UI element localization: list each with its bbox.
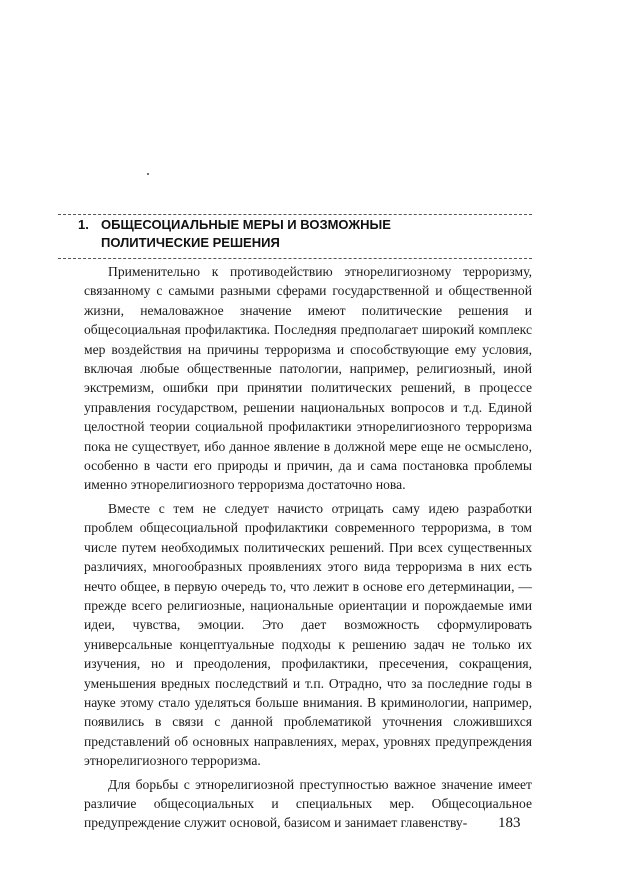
body-text — [84, 262, 532, 833]
paragraph-3: Для борьбы с этнорелигиозной преступностью важное значение имеет различие общесоциальных и специальных мер. Общесоциальное предупреждение служит основой, базисом и занимает главенству- — [84, 776, 532, 831]
section-title-line-2: ПОЛИТИЧЕСКИЕ РЕШЕНИЯ — [101, 235, 280, 250]
heading-bottom-rule — [58, 258, 532, 259]
section-title-line-1: ОБЩЕСОЦИАЛЬНЫЕ МЕРЫ И ВОЗМОЖНЫЕ — [101, 217, 391, 232]
paragraph-2: Вместе с тем не следует начисто отрицать саму идею разработки проблем общесоциальной профилактики современного терроризма, в том числе путем необходимых политических решений. При всех существенных различиях, многообразных проявлениях этого вида терроризма в них есть нечто общее, в первую очередь то, что лежит в основе его детерминации, — прежде всего религиозные, национальные ориентации и порождаемые ими идеи, чувства, эмоции. Это дает возможность сформулировать универсальные концептуальные подходы к решению задач не только их изучения, но и преодоления, профилактики, пресечения, сокращения, уменьшения вредных последствий и т.п. Отрадно, что за последние годы в науке этому стало уделяться больше внимания. В криминологии, например, появились в связи с данной проблематикой уточнения сложившихся представлений об основных направлениях, мерах, уровнях предупреждения этнорелигиозного терроризма. — [84, 500, 532, 769]
section-number: 1. — [78, 217, 89, 232]
page-number: 183 — [498, 815, 521, 831]
heading-top-rule — [58, 214, 532, 215]
paragraph-1: Применительно к противодействию этнорелигиозному терроризму, связанному с самыми разными сферами государственной и общественной жизни, немаловажное значение имеют политические решения и общесоциальная профилактика. Последняя предполагает широкий комплекс мер воздействия на причины терроризма и способствующие ему условия, включая любые общественные патологии, например, религиозный, иной экстремизм, ошибки при принятии политических решений, в процессе управления государством, решении национальных вопросов и т.д. Единой целостной теории социальной профилактики этнорелигиозного терроризма пока не существует, ибо данное явление в должной мере еще не осмыслено, особенно в части его природы и причин, да и сама постановка проблемы именно этнорелигиозного терроризма достаточно нова. — [84, 264, 532, 493]
scan-speck — [147, 173, 149, 175]
